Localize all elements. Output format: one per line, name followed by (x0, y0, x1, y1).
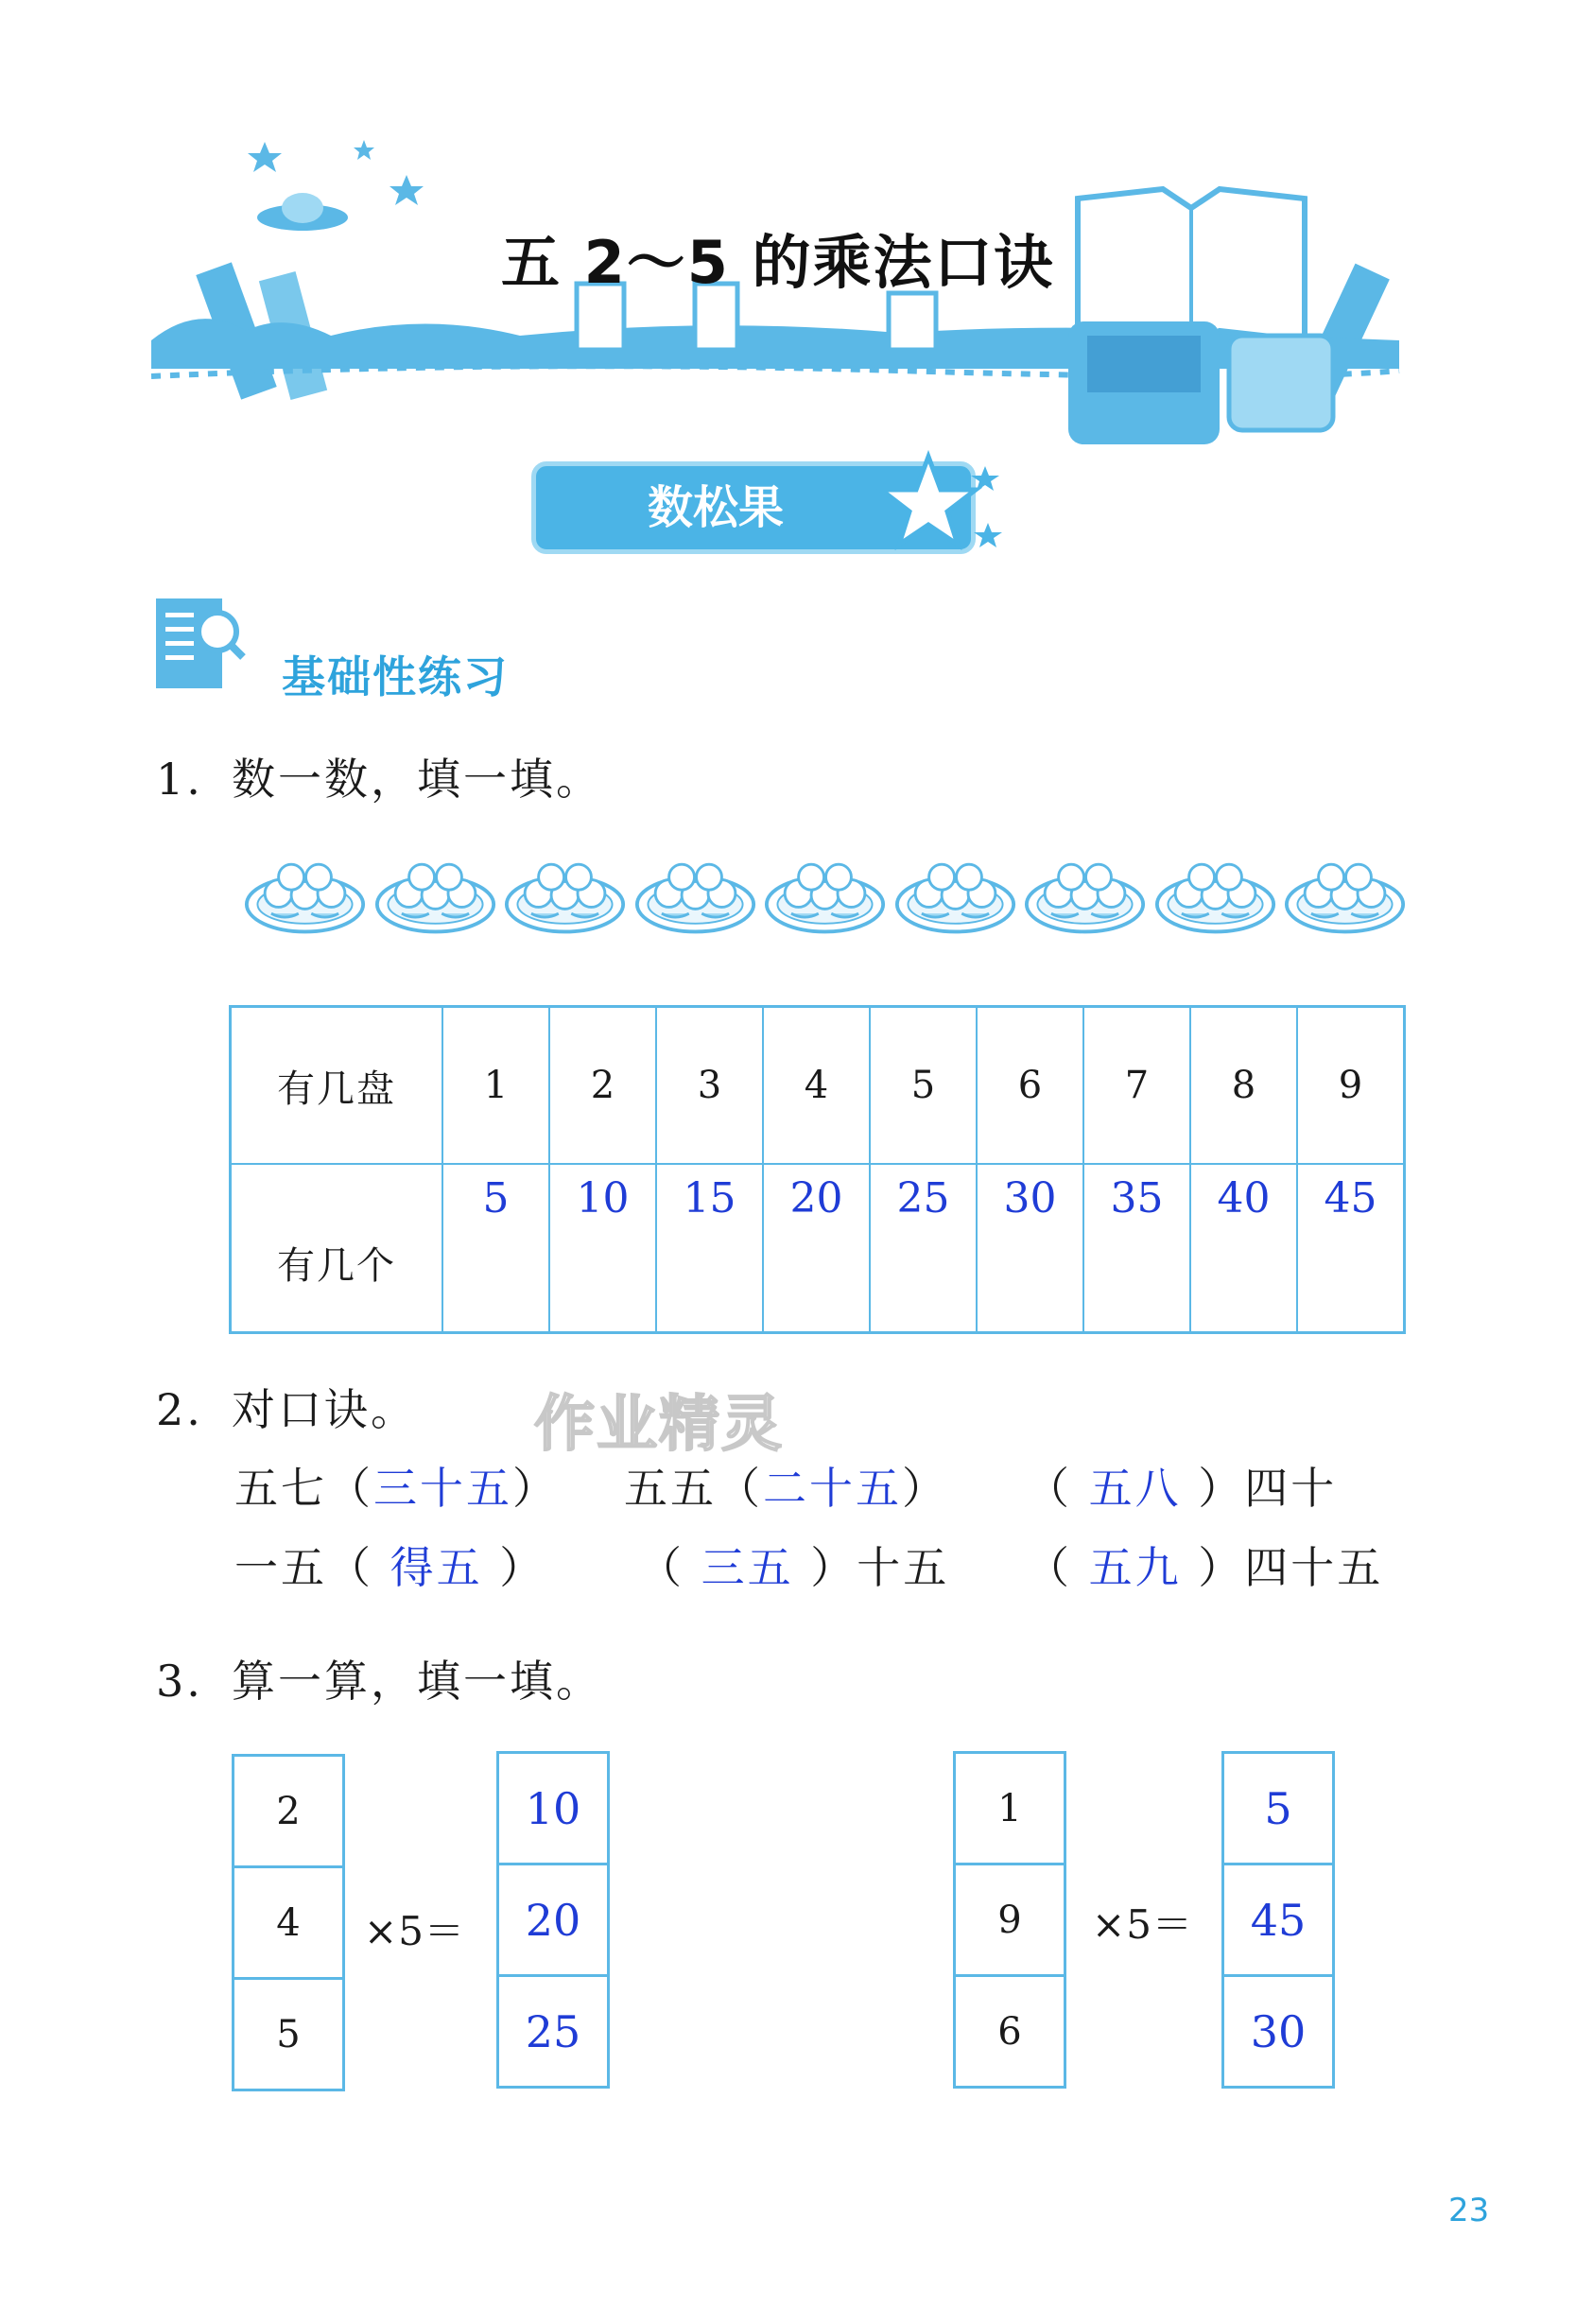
subsection-label: 基础性练习 (282, 651, 509, 702)
mnemonic-item (234, 1454, 559, 1517)
peach-plate-icon (1154, 846, 1277, 941)
answer-cell[interactable]: 45 (1297, 1164, 1405, 1333)
magnifier-book-icon (151, 594, 246, 693)
answer-cell[interactable]: 5 (442, 1164, 549, 1333)
table-cell: 6 (977, 1007, 1083, 1165)
page-number: 23 (1448, 2192, 1490, 2229)
answer-cell[interactable]: 30 (977, 1164, 1083, 1333)
result-column-left (496, 1751, 610, 2089)
result-box[interactable]: 20 (498, 1864, 609, 1976)
mnemonic-text: ） (512, 1463, 559, 1514)
mnemonic-item (624, 1454, 948, 1517)
multiply-operator: ×5＝ (1092, 1901, 1193, 1948)
mnemonic-item (1026, 1454, 1337, 1517)
peach-plate-icon (764, 846, 887, 941)
mnemonic-text: （ (638, 1542, 684, 1593)
mnemonic-text: 五七（ (234, 1463, 373, 1514)
input-box: 6 (955, 1976, 1065, 2088)
building-shape (889, 293, 936, 350)
question-prompt: 算一算，填一填。 (232, 1656, 602, 1707)
table-cell: 1 (442, 1007, 549, 1165)
mnemonic-answer[interactable]: 二十五 (763, 1463, 902, 1514)
mnemonic-text: 五五（ (624, 1463, 763, 1514)
mnemonic-answer[interactable]: 三五 (701, 1542, 794, 1593)
answer-cell[interactable]: 20 (763, 1164, 870, 1333)
chapter-title: 五 2～5 的乘法口诀 (501, 228, 1055, 297)
star-icon (876, 447, 1009, 570)
mnemonic-text: ）十五 (810, 1542, 950, 1593)
row-label: 有几个 (231, 1164, 443, 1333)
mnemonic-item (1026, 1534, 1383, 1596)
result-box[interactable]: 10 (498, 1753, 609, 1864)
question-number: 3. (156, 1656, 203, 1707)
question-prompt: 对口诀。 (232, 1384, 417, 1435)
answer-cell[interactable]: 35 (1083, 1164, 1190, 1333)
mnemonic-answer[interactable]: 三十五 (373, 1463, 512, 1514)
table-row (231, 1164, 1405, 1333)
input-box: 1 (955, 1753, 1065, 1864)
question-1 (156, 745, 602, 807)
row-label: 有几盘 (231, 1007, 443, 1165)
mnemonic-text: （ (1026, 1463, 1072, 1514)
mnemonic-text: ）四十五 (1198, 1542, 1384, 1593)
mnemonic-text: ） (902, 1463, 948, 1514)
multiply-operator: ×5＝ (364, 1908, 465, 1954)
result-box[interactable]: 45 (1223, 1864, 1334, 1976)
peach-plate-icon (244, 846, 367, 941)
mnemonic-text: ） (499, 1542, 546, 1593)
input-box: 4 (234, 1867, 344, 1979)
input-box: 9 (955, 1864, 1065, 1976)
mnemonic-item (638, 1534, 949, 1596)
question-number: 1. (156, 754, 203, 805)
answer-cell[interactable]: 10 (549, 1164, 656, 1333)
result-column-right (1221, 1751, 1335, 2089)
mnemonic-item (234, 1534, 545, 1596)
answer-cell[interactable]: 15 (656, 1164, 763, 1333)
question-3 (156, 1647, 602, 1709)
watermark: 作业精灵 (534, 1390, 784, 1460)
table-cell: 8 (1190, 1007, 1297, 1165)
question-prompt: 数一数，填一填。 (232, 754, 602, 805)
peach-plate-icon (504, 846, 627, 941)
peach-plate-icon (1024, 846, 1147, 941)
result-box[interactable]: 5 (1223, 1753, 1334, 1864)
input-column-left (232, 1754, 345, 2091)
peach-plate-icon (374, 846, 497, 941)
table-cell: 3 (656, 1007, 763, 1165)
peach-plate-icon (1284, 846, 1407, 941)
cube-icon (1229, 336, 1333, 430)
mnemonic-answer[interactable]: 五九 (1088, 1542, 1182, 1593)
result-box[interactable]: 25 (498, 1976, 609, 2088)
mnemonic-text: （ (1026, 1542, 1072, 1593)
star-icon (248, 142, 282, 172)
answer-cell[interactable]: 40 (1190, 1164, 1297, 1333)
input-box: 5 (234, 1979, 344, 2090)
table-cell: 5 (870, 1007, 977, 1165)
table-cell: 7 (1083, 1007, 1190, 1165)
peach-plate-icon (634, 846, 757, 941)
table-row (231, 1007, 1405, 1165)
peach-plate-icon (894, 846, 1017, 941)
input-box: 2 (234, 1756, 344, 1867)
table-cell: 9 (1297, 1007, 1405, 1165)
mnemonic-text: 一五（ (234, 1542, 373, 1593)
question-number: 2. (156, 1384, 203, 1435)
mnemonic-answer[interactable]: 得五 (390, 1542, 483, 1593)
mnemonic-text: ）四十 (1198, 1463, 1338, 1514)
section-badge (531, 461, 976, 554)
star-icon (354, 140, 374, 160)
result-box[interactable]: 30 (1223, 1976, 1334, 2088)
section-badge-label: 数松果 (647, 481, 784, 534)
star-icon (390, 175, 424, 205)
mnemonic-answer[interactable]: 五八 (1088, 1463, 1182, 1514)
answer-cell[interactable]: 25 (870, 1164, 977, 1333)
question-2 (156, 1376, 417, 1438)
count-table (229, 1005, 1406, 1334)
table-cell: 4 (763, 1007, 870, 1165)
table-cell: 2 (549, 1007, 656, 1165)
input-column-right (953, 1751, 1066, 2089)
